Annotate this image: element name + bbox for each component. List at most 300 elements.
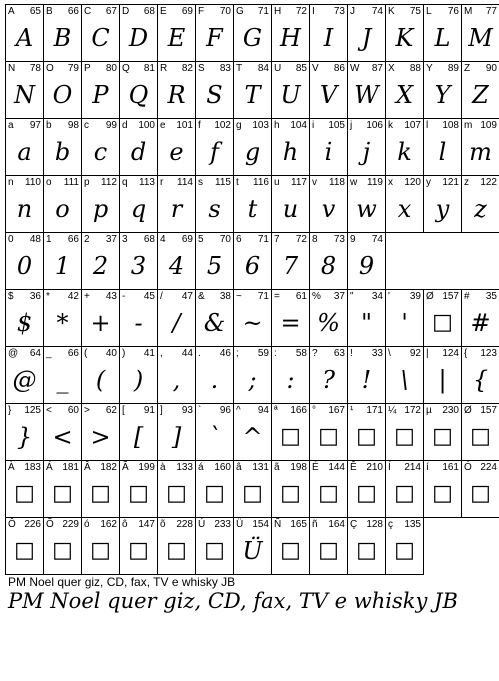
glyph-code-label: 37 [333, 291, 345, 302]
missing-glyph-box: □ [470, 481, 491, 506]
glyph-code-label: 110 [25, 177, 41, 188]
glyph-cell [5, 232, 44, 290]
glyph-sample: v [321, 195, 336, 223]
glyph-cell [347, 175, 386, 233]
glyph-cell [43, 517, 82, 575]
glyph-sample: } [16, 423, 33, 451]
glyph-cell [233, 403, 272, 461]
glyph-char-label: ^ [236, 405, 241, 416]
glyph-char-label: [ [122, 405, 125, 416]
glyph-sample: F [206, 24, 223, 52]
glyph-char-label: y [426, 177, 431, 188]
glyph-char-label: # [464, 291, 470, 302]
glyph-code-label: 119 [367, 177, 383, 188]
glyph-char-label: 1 [46, 234, 52, 245]
glyph-cell [81, 4, 120, 62]
glyph-char-label: U [274, 63, 282, 74]
glyph-sample: ` [208, 423, 221, 451]
glyph-sample: ) [133, 366, 144, 394]
glyph-code-label: 123 [480, 348, 497, 359]
glyph-code-label: 45 [143, 291, 155, 302]
glyph-cell [309, 289, 348, 347]
glyph-sample: 9 [358, 252, 375, 280]
missing-glyph-box: □ [470, 424, 491, 449]
glyph-cell [461, 460, 499, 518]
glyph-char-label: e [160, 120, 166, 131]
glyph-code-label: 98 [67, 120, 79, 131]
glyph-cell [43, 346, 82, 404]
glyph-char-label: t [236, 177, 239, 188]
glyph-char-label: | [426, 348, 429, 359]
glyph-cell [347, 118, 386, 176]
glyph-cell [119, 232, 158, 290]
glyph-cell [233, 118, 272, 176]
glyph-char-label: m [464, 120, 473, 131]
glyph-code-label: 226 [24, 519, 41, 530]
glyph-sample: " [360, 309, 373, 337]
glyph-code-label: 78 [29, 63, 41, 74]
glyph-cell [309, 517, 348, 575]
missing-glyph-box: □ [90, 481, 111, 506]
glyph-char-label: 8 [312, 234, 318, 245]
glyph-sample: S [206, 81, 223, 109]
glyph-char-label: 6 [236, 234, 242, 245]
glyph-cell [423, 346, 462, 404]
missing-glyph-box: □ [128, 538, 149, 563]
glyph-cell [271, 232, 310, 290]
glyph-code-label: 144 [328, 462, 345, 473]
glyph-code-label: 107 [404, 120, 421, 131]
glyph-sample: P [92, 81, 109, 109]
glyph-sample: % [317, 309, 340, 337]
glyph-code-label: 71 [257, 291, 269, 302]
missing-glyph-box: □ [90, 538, 111, 563]
glyph-code-label: 34 [371, 291, 383, 302]
glyph-sample: u [282, 195, 299, 223]
glyph-code-label: 36 [29, 291, 41, 302]
glyph-char-label: ¹ [350, 405, 354, 416]
glyph-cell [43, 460, 82, 518]
glyph-cell [271, 175, 310, 233]
glyph-code-label: 76 [447, 6, 459, 17]
glyph-sample: ! [361, 366, 372, 394]
glyph-cell [157, 175, 196, 233]
glyph-code-label: 43 [105, 291, 117, 302]
glyph-cell [119, 118, 158, 176]
glyph-cell [81, 517, 120, 575]
glyph-sample: Ü [242, 537, 263, 565]
glyph-char-label: $ [8, 291, 14, 302]
glyph-code-label: 171 [366, 405, 383, 416]
glyph-sample: M [468, 24, 493, 52]
glyph-char-label: Z [464, 63, 471, 74]
glyph-char-label: + [84, 291, 90, 302]
glyph-code-label: 74 [371, 234, 383, 245]
glyph-char-label: j [350, 120, 353, 131]
glyph-code-label: 172 [404, 405, 421, 416]
glyph-sample: ( [95, 366, 106, 394]
glyph-sample: 3 [130, 252, 147, 280]
glyph-char-label: É [312, 462, 319, 473]
glyph-cell [119, 289, 158, 347]
glyph-cell [309, 4, 348, 62]
glyph-sample: i [324, 138, 333, 166]
glyph-char-label: . [198, 348, 201, 359]
glyph-cell [43, 61, 82, 119]
glyph-code-label: 72 [295, 6, 307, 17]
glyph-char-label: ª [274, 405, 278, 416]
glyph-code-label: 68 [143, 234, 155, 245]
glyph-sample: L [434, 24, 451, 52]
glyph-cell [309, 175, 348, 233]
glyph-sample: d [130, 138, 147, 166]
glyph-code-label: 35 [485, 291, 497, 302]
glyph-cell [461, 175, 499, 233]
glyph-char-label: ~ [236, 291, 242, 302]
missing-glyph-box: □ [52, 481, 73, 506]
glyph-char-label: Â [84, 462, 91, 473]
glyph-cell [461, 289, 499, 347]
glyph-char-label: T [236, 63, 243, 74]
glyph-cell [309, 232, 348, 290]
glyph-cell [271, 460, 310, 518]
glyph-code-label: 90 [485, 63, 497, 74]
glyph-sample: 2 [92, 252, 109, 280]
glyph-code-label: 111 [63, 177, 79, 188]
glyph-code-label: 65 [29, 6, 41, 17]
glyph-code-label: 69 [181, 6, 193, 17]
glyph-code-label: 77 [485, 6, 497, 17]
missing-glyph-box: □ [128, 481, 149, 506]
glyph-code-label: 117 [291, 177, 307, 188]
glyph-cell [43, 289, 82, 347]
glyph-code-label: 84 [257, 63, 269, 74]
glyph-sample: h [282, 138, 299, 166]
glyph-char-label: ç [388, 519, 393, 530]
glyph-sample: f [210, 138, 219, 166]
glyph-code-label: 181 [62, 462, 79, 473]
glyph-cell [195, 517, 234, 575]
glyph-char-label: - [122, 291, 126, 302]
glyph-char-label: Ó [464, 462, 472, 473]
character-map-grid [5, 4, 496, 570]
glyph-char-label: J [350, 6, 355, 17]
glyph-sample: $ [16, 309, 33, 337]
glyph-cell [271, 403, 310, 461]
glyph-cell [5, 403, 44, 461]
glyph-cell [81, 118, 120, 176]
glyph-char-label: : [274, 348, 277, 359]
glyph-sample: ? [322, 366, 335, 394]
glyph-cell [233, 346, 272, 404]
glyph-cell [233, 175, 272, 233]
missing-glyph-box: □ [394, 538, 415, 563]
glyph-sample: V [319, 81, 338, 109]
glyph-cell [157, 517, 196, 575]
glyph-char-label: X [388, 63, 395, 74]
glyph-cell [81, 460, 120, 518]
glyph-char-label: > [84, 405, 90, 416]
glyph-char-label: Ú [198, 519, 206, 530]
glyph-code-label: 48 [29, 234, 41, 245]
glyph-sample: G [242, 24, 263, 52]
glyph-sample: s [208, 195, 221, 223]
glyph-sample: _ [56, 366, 69, 394]
glyph-char-label: P [84, 63, 91, 74]
glyph-char-label: 5 [198, 234, 204, 245]
glyph-code-label: 157 [442, 291, 459, 302]
glyph-code-label: 233 [214, 519, 231, 530]
glyph-char-label: í [426, 462, 429, 473]
glyph-char-label: q [122, 177, 128, 188]
glyph-code-label: 198 [290, 462, 307, 473]
glyph-code-label: 167 [328, 405, 345, 416]
glyph-cell [347, 346, 386, 404]
glyph-code-label: 160 [214, 462, 231, 473]
glyph-char-label: _ [46, 348, 52, 359]
glyph-char-label: H [274, 6, 282, 17]
glyph-cell [385, 517, 424, 575]
glyph-code-label: 133 [176, 462, 193, 473]
glyph-char-label: } [8, 405, 12, 416]
glyph-code-label: 74 [371, 6, 383, 17]
glyph-code-label: 162 [100, 519, 117, 530]
glyph-code-label: 89 [447, 63, 459, 74]
glyph-sample: , [172, 366, 181, 394]
glyph-sample: R [167, 81, 186, 109]
glyph-sample: I [323, 24, 334, 52]
glyph-cell [309, 118, 348, 176]
glyph-sample: Q [128, 81, 149, 109]
glyph-sample: 1 [54, 252, 71, 280]
glyph-sample: O [52, 81, 73, 109]
glyph-code-label: 100 [138, 120, 155, 131]
missing-glyph-box: □ [318, 424, 339, 449]
glyph-sample: ~ [242, 309, 263, 337]
glyph-code-label: 71 [257, 234, 269, 245]
glyph-cell [195, 4, 234, 62]
glyph-sample: B [53, 24, 72, 52]
glyph-sample: t [247, 195, 258, 223]
glyph-code-label: 183 [24, 462, 41, 473]
glyph-char-label: 7 [274, 234, 280, 245]
glyph-sample: j [362, 138, 371, 166]
glyph-code-label: 66 [67, 348, 79, 359]
glyph-code-label: 41 [143, 348, 155, 359]
glyph-cell [5, 61, 44, 119]
glyph-code-label: 109 [480, 120, 497, 131]
glyph-code-label: 38 [219, 291, 231, 302]
glyph-code-label: 92 [409, 348, 421, 359]
glyph-cell [347, 403, 386, 461]
glyph-code-label: 72 [295, 234, 307, 245]
glyph-char-label: Ã [122, 462, 129, 473]
glyph-code-label: 42 [67, 291, 79, 302]
glyph-sample: c [93, 138, 108, 166]
glyph-cell [461, 403, 499, 461]
glyph-cell [423, 403, 462, 461]
glyph-char-label: f [198, 120, 201, 131]
glyph-code-label: 115 [215, 177, 231, 188]
glyph-char-label: ñ [312, 519, 318, 530]
font-specimen-text: PM Noel quer giz, CD, fax, TV e whisky JB [8, 589, 458, 613]
glyph-sample: & [203, 309, 226, 337]
glyph-cell [233, 289, 272, 347]
glyph-code-label: 105 [328, 120, 345, 131]
glyph-cell [309, 403, 348, 461]
glyph-code-label: 70 [219, 6, 231, 17]
glyph-sample: Y [434, 81, 451, 109]
glyph-code-label: 161 [442, 462, 459, 473]
glyph-sample: > [90, 423, 111, 451]
glyph-char-label: ã [274, 462, 280, 473]
glyph-cell [461, 346, 499, 404]
glyph-sample: K [395, 24, 414, 52]
glyph-sample: J [361, 24, 372, 52]
glyph-char-label: @ [8, 348, 19, 359]
glyph-sample: 8 [320, 252, 337, 280]
glyph-sample: W [354, 81, 379, 109]
glyph-code-label: 63 [333, 348, 345, 359]
glyph-sample: / [172, 309, 181, 337]
glyph-char-label: k [388, 120, 393, 131]
glyph-char-label: Q [122, 63, 130, 74]
glyph-cell [385, 403, 424, 461]
glyph-char-label: O [46, 63, 54, 74]
glyph-code-label: 67 [105, 6, 117, 17]
glyph-sample: \ [400, 366, 409, 394]
glyph-char-label: / [160, 291, 163, 302]
glyph-code-label: 120 [404, 177, 421, 188]
glyph-sample: = [280, 309, 301, 337]
glyph-sample: w [356, 195, 377, 223]
missing-glyph-box: □ [242, 481, 263, 506]
glyph-char-label: z [464, 177, 469, 188]
glyph-sample: ' [401, 309, 408, 337]
glyph-sample: a [17, 138, 32, 166]
glyph-code-label: 122 [480, 177, 497, 188]
glyph-code-label: 116 [253, 177, 269, 188]
glyph-sample: 5 [206, 252, 223, 280]
glyph-cell [119, 460, 158, 518]
missing-glyph-box: □ [166, 538, 187, 563]
glyph-sample: l [438, 138, 447, 166]
glyph-code-label: 106 [366, 120, 383, 131]
missing-glyph-box: □ [318, 538, 339, 563]
missing-glyph-box: □ [280, 538, 301, 563]
glyph-cell [233, 4, 272, 62]
glyph-char-label: a [8, 120, 14, 131]
glyph-char-label: M [464, 6, 473, 17]
glyph-code-label: 70 [219, 234, 231, 245]
missing-glyph-box: □ [432, 424, 453, 449]
glyph-char-label: ! [350, 348, 353, 359]
missing-glyph-box: □ [14, 538, 35, 563]
glyph-char-label: o [46, 177, 52, 188]
glyph-cell [43, 175, 82, 233]
glyph-code-label: 125 [24, 405, 41, 416]
glyph-char-label: * [46, 291, 50, 302]
glyph-char-label: ' [388, 291, 390, 302]
glyph-char-label: ó [84, 519, 90, 530]
glyph-sample: x [397, 195, 412, 223]
glyph-code-label: 214 [404, 462, 421, 473]
glyph-sample: - [134, 309, 143, 337]
glyph-code-label: 224 [480, 462, 497, 473]
glyph-char-label: { [464, 348, 468, 359]
glyph-char-label: d [122, 120, 128, 131]
glyph-char-label: v [312, 177, 317, 188]
glyph-char-label: u [274, 177, 280, 188]
missing-glyph-box: □ [394, 424, 415, 449]
glyph-char-label: b [46, 120, 52, 131]
glyph-cell [233, 460, 272, 518]
glyph-char-label: Í [388, 462, 391, 473]
glyph-char-label: G [236, 6, 244, 17]
glyph-char-label: c [84, 120, 89, 131]
glyph-sample: A [15, 24, 34, 52]
glyph-sample: ; [248, 366, 257, 394]
glyph-code-label: 157 [480, 405, 497, 416]
glyph-char-label: ? [312, 348, 318, 359]
missing-glyph-box: □ [166, 481, 187, 506]
glyph-sample: g [244, 138, 261, 166]
glyph-char-label: ¼ [388, 405, 397, 416]
glyph-char-label: h [274, 120, 280, 131]
glyph-sample: k [397, 138, 412, 166]
glyph-cell [157, 118, 196, 176]
glyph-char-label: R [160, 63, 168, 74]
glyph-char-label: B [46, 6, 53, 17]
glyph-code-label: 60 [67, 405, 79, 416]
glyph-cell [81, 232, 120, 290]
glyph-code-label: 97 [29, 120, 41, 131]
glyph-code-label: 46 [219, 348, 231, 359]
glyph-sample: ^ [242, 423, 263, 451]
glyph-cell [385, 61, 424, 119]
glyph-cell [385, 460, 424, 518]
glyph-code-label: 121 [442, 177, 459, 188]
glyph-char-label: < [46, 405, 52, 416]
glyph-char-label: & [198, 291, 205, 302]
glyph-cell [81, 289, 120, 347]
glyph-code-label: 75 [409, 6, 421, 17]
glyph-cell [195, 232, 234, 290]
glyph-cell [5, 517, 44, 575]
glyph-code-label: 39 [409, 291, 421, 302]
glyph-code-label: 112 [101, 177, 117, 188]
glyph-sample: q [130, 195, 147, 223]
glyph-char-label: Ü [236, 519, 244, 530]
glyph-char-label: Ç [350, 519, 358, 530]
glyph-cell [309, 460, 348, 518]
glyph-cell [347, 289, 386, 347]
glyph-cell [195, 61, 234, 119]
glyph-code-label: 79 [67, 63, 79, 74]
glyph-sample: b [54, 138, 71, 166]
glyph-char-label: ° [312, 405, 316, 416]
glyph-char-label: V [312, 63, 319, 74]
glyph-sample: e [169, 138, 184, 166]
glyph-char-label: D [122, 6, 130, 17]
glyph-char-label: N [8, 63, 16, 74]
glyph-code-label: 59 [257, 348, 269, 359]
glyph-code-label: 99 [105, 120, 117, 131]
glyph-char-label: A [8, 6, 15, 17]
glyph-code-label: 182 [100, 462, 117, 473]
glyph-code-label: 40 [105, 348, 117, 359]
glyph-char-label: Ø [426, 291, 434, 302]
